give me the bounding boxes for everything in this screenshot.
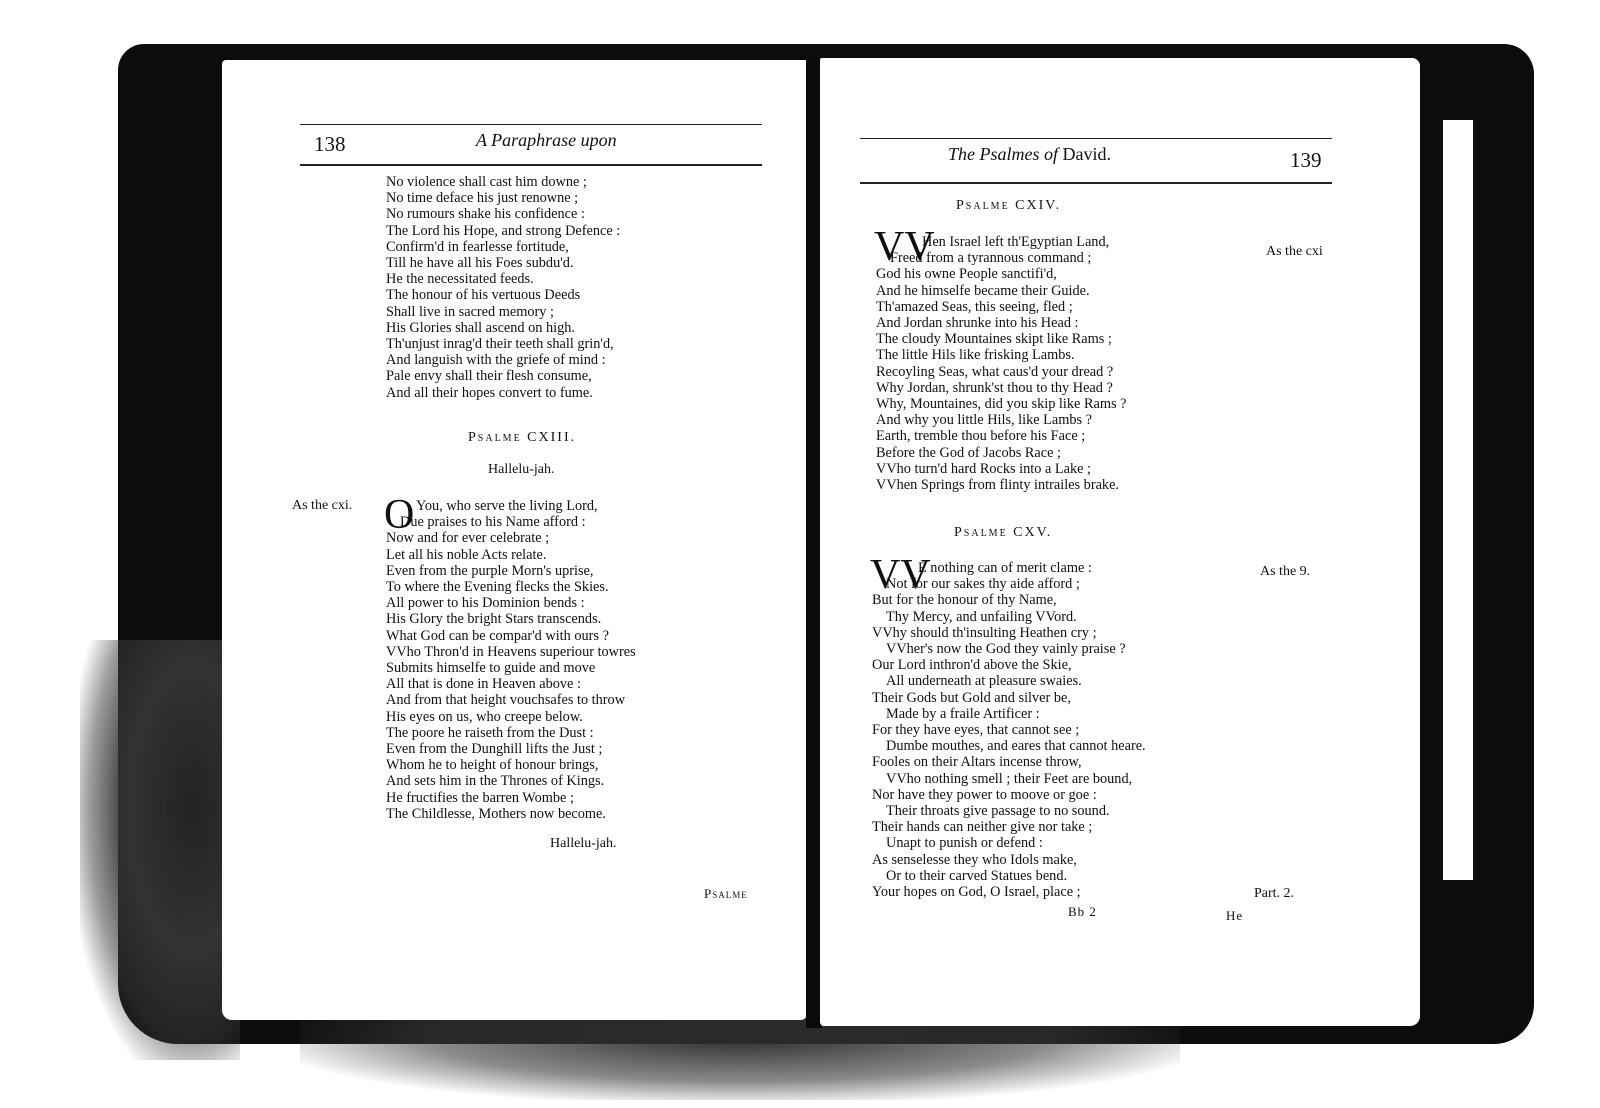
verse-line: And sets him in the Thrones of Kings. bbox=[386, 773, 605, 790]
part-note: Part. 2. bbox=[1254, 886, 1295, 901]
verse-line: Shall live in sacred memory ; bbox=[386, 303, 554, 320]
verse-line: God his owne People sanctifi'd, bbox=[876, 266, 1057, 283]
psalm-115-heading: Psalme CXV. bbox=[954, 525, 1053, 540]
verse-line: Fooles on their Altars incense throw, bbox=[872, 754, 1082, 771]
signature-mark: Bb 2 bbox=[1068, 904, 1097, 919]
right-page bbox=[820, 58, 1420, 1026]
hallelujah-top: Hallelu-jah. bbox=[488, 462, 555, 477]
verse-line: E nothing can of merit clame : bbox=[918, 560, 1092, 576]
psalm-114-heading: Psalme CXIV. bbox=[956, 198, 1062, 213]
verse-line: His Glory the bright Stars transcends. bbox=[386, 611, 602, 628]
psalm-114-drop-cap: VV bbox=[874, 224, 935, 270]
verse-line: Earth, tremble thou before his Face ; bbox=[876, 428, 1086, 445]
verse-line: VVhy should th'insulting Heathen cry ; bbox=[872, 624, 1097, 641]
verse-line: Or to their carved Statues bend. bbox=[886, 867, 1068, 884]
verse-line: VVhen Springs from flinty intrailes brake. bbox=[876, 477, 1119, 494]
verse-continuation bbox=[386, 174, 620, 401]
verse-line: Even from the purple Morn's uprise, bbox=[386, 562, 594, 579]
verse-line: And languish with the griefe of mind : bbox=[386, 352, 606, 369]
header-rule-bottom bbox=[300, 164, 762, 166]
verse-line: Nor have they power to moove or goe : bbox=[872, 786, 1097, 803]
verse-line: Why, Mountaines, did you skip like Rams ? bbox=[876, 396, 1127, 413]
verse-line: His Glories shall ascend on high. bbox=[386, 319, 576, 336]
verse-line: The Lord his Hope, and strong Defence : bbox=[386, 222, 621, 239]
page-edges-right bbox=[1440, 120, 1476, 880]
verse-line: What God can be compar'd with ours ? bbox=[386, 627, 609, 644]
verse-line: And Jordan shrunke into his Head : bbox=[876, 315, 1079, 332]
drop-cap: O bbox=[384, 492, 415, 538]
verse-line: Their hands can neither give nor take ; bbox=[872, 819, 1093, 836]
psalm-115-drop-cap: VV bbox=[870, 552, 931, 598]
page-number: 139 bbox=[1290, 148, 1322, 172]
running-head bbox=[948, 144, 1111, 165]
verse-line: Why Jordan, shrunk'st thou to thy Head ? bbox=[876, 379, 1113, 396]
verse-line: VVho nothing smell ; their Feet are bound, bbox=[886, 770, 1133, 787]
verse-line: He the necessitated feeds. bbox=[386, 271, 534, 288]
verse-line: Their throats give passage to no sound. bbox=[886, 803, 1110, 820]
verse-line: The honour of his vertuous Deeds bbox=[386, 287, 581, 304]
scan-shadow-bottom bbox=[300, 1020, 1180, 1100]
verse-line: Now and for ever celebrate ; bbox=[386, 530, 550, 547]
verse-line: Pale envy shall their flesh consume, bbox=[386, 368, 592, 385]
header-rule-top bbox=[860, 138, 1332, 139]
verse-line: His eyes on us, who creepe below. bbox=[386, 708, 583, 725]
verse-line: No time deface his just renowne ; bbox=[386, 190, 579, 207]
verse-line: All that is done in Heaven above : bbox=[386, 676, 581, 693]
verse-line: VVho turn'd hard Rocks into a Lake ; bbox=[876, 460, 1091, 477]
verse-line: And from that height vouchsafes to throw bbox=[386, 692, 626, 709]
verse-line: Submits himselfe to guide and move bbox=[386, 660, 596, 677]
margin-note: As the cxi. bbox=[292, 498, 353, 513]
psalm-115-verse bbox=[872, 560, 1146, 900]
left-page bbox=[222, 60, 807, 1020]
verse-line: Confirm'd in fearlesse fortitude, bbox=[386, 238, 569, 255]
verse-line: VVho Thron'd in Heavens superiour towres bbox=[386, 643, 636, 660]
verse-line: All underneath at pleasure swaies. bbox=[886, 673, 1082, 690]
verse-line: Their Gods but Gold and silver be, bbox=[872, 689, 1071, 706]
verse-line: Till he have all his Foes subdu'd. bbox=[386, 255, 574, 272]
verse-line: Dumbe mouthes, and eares that cannot heare. bbox=[886, 738, 1146, 755]
verse-line: Recoyling Seas, what caus'd your dread ? bbox=[876, 363, 1114, 380]
psalm-heading: Psalme CXIII. bbox=[468, 430, 577, 445]
verse-line: The Childlesse, Mothers now become. bbox=[386, 805, 606, 822]
verse-line: To where the Evening flecks the Skies. bbox=[386, 579, 609, 596]
verse-line: Hen Israel left th'Egyptian Land, bbox=[922, 234, 1110, 250]
verse-line: VVher's now the God they vainly praise ? bbox=[886, 641, 1126, 658]
running-head: A Paraphrase upon bbox=[476, 130, 617, 150]
psalm-114-verse bbox=[876, 234, 1126, 493]
psalm-115-margin-note: As the 9. bbox=[1260, 564, 1311, 579]
verse-line: Freed from a tyrannous command ; bbox=[890, 250, 1092, 267]
verse-line: And he himselfe became their Guide. bbox=[876, 282, 1090, 299]
psalm-verse bbox=[384, 492, 636, 822]
verse-line: You, who serve the living Lord, bbox=[416, 498, 598, 514]
verse-line: Thy Mercy, and unfailing VVord. bbox=[886, 608, 1077, 625]
psalm-114-margin-note: As the cxi bbox=[1266, 244, 1323, 259]
running-head-name: David. bbox=[1062, 144, 1111, 164]
verse-line: Before the God of Jacobs Race ; bbox=[876, 444, 1062, 461]
verse-line: No violence shall cast him downe ; bbox=[386, 174, 587, 190]
hallelujah-bottom: Hallelu-jah. bbox=[550, 836, 617, 851]
verse-line: Not for our sakes thy aide afford ; bbox=[886, 576, 1080, 593]
running-head-pre: The Psalmes of bbox=[948, 144, 1063, 164]
verse-line: The little Hils like frisking Lambs. bbox=[876, 347, 1075, 364]
verse-line: Whom he to height of honour brings, bbox=[386, 757, 599, 774]
header-rule-top bbox=[300, 124, 762, 125]
verse-line: Even from the Dunghill lifts the Just ; bbox=[386, 741, 603, 758]
verse-line: Th'unjust inrag'd their teeth shall grin'd, bbox=[386, 336, 614, 353]
verse-line: Unapt to punish or defend : bbox=[886, 835, 1043, 852]
verse-line: Let all his noble Acts relate. bbox=[386, 546, 547, 563]
verse-line: Due praises to his Name afford : bbox=[400, 514, 586, 531]
verse-line: And all their hopes convert to fume. bbox=[386, 384, 593, 401]
header-rule-bottom bbox=[860, 182, 1332, 184]
verse-line: Made by a fraile Artificer : bbox=[886, 705, 1040, 722]
verse-line: Th'amazed Seas, this seeing, fled ; bbox=[876, 298, 1073, 315]
page-number: 138 bbox=[314, 132, 346, 156]
verse-line: But for the honour of thy Name, bbox=[872, 592, 1057, 609]
verse-line: He fructifies the barren Wombe ; bbox=[386, 789, 574, 806]
verse-line: Your hopes on God, O Israel, place ; bbox=[872, 884, 1081, 901]
verse-line: For they have eyes, that cannot see ; bbox=[872, 722, 1080, 739]
catchword: He bbox=[1226, 908, 1244, 923]
catchword: Psalme bbox=[704, 886, 748, 901]
verse-line: The cloudy Mountaines skipt like Rams ; bbox=[876, 331, 1112, 348]
scan-shadow-left bbox=[80, 640, 240, 1060]
verse-line: And why you little Hils, like Lambs ? bbox=[876, 412, 1093, 429]
verse-line: All power to his Dominion bends : bbox=[386, 595, 585, 612]
verse-line: As senselesse they who Idols make, bbox=[872, 851, 1077, 868]
verse-line: The poore he raiseth from the Dust : bbox=[386, 724, 594, 741]
verse-line: No rumours shake his confidence : bbox=[386, 206, 585, 223]
verse-line: Our Lord inthron'd above the Skie, bbox=[872, 657, 1072, 674]
